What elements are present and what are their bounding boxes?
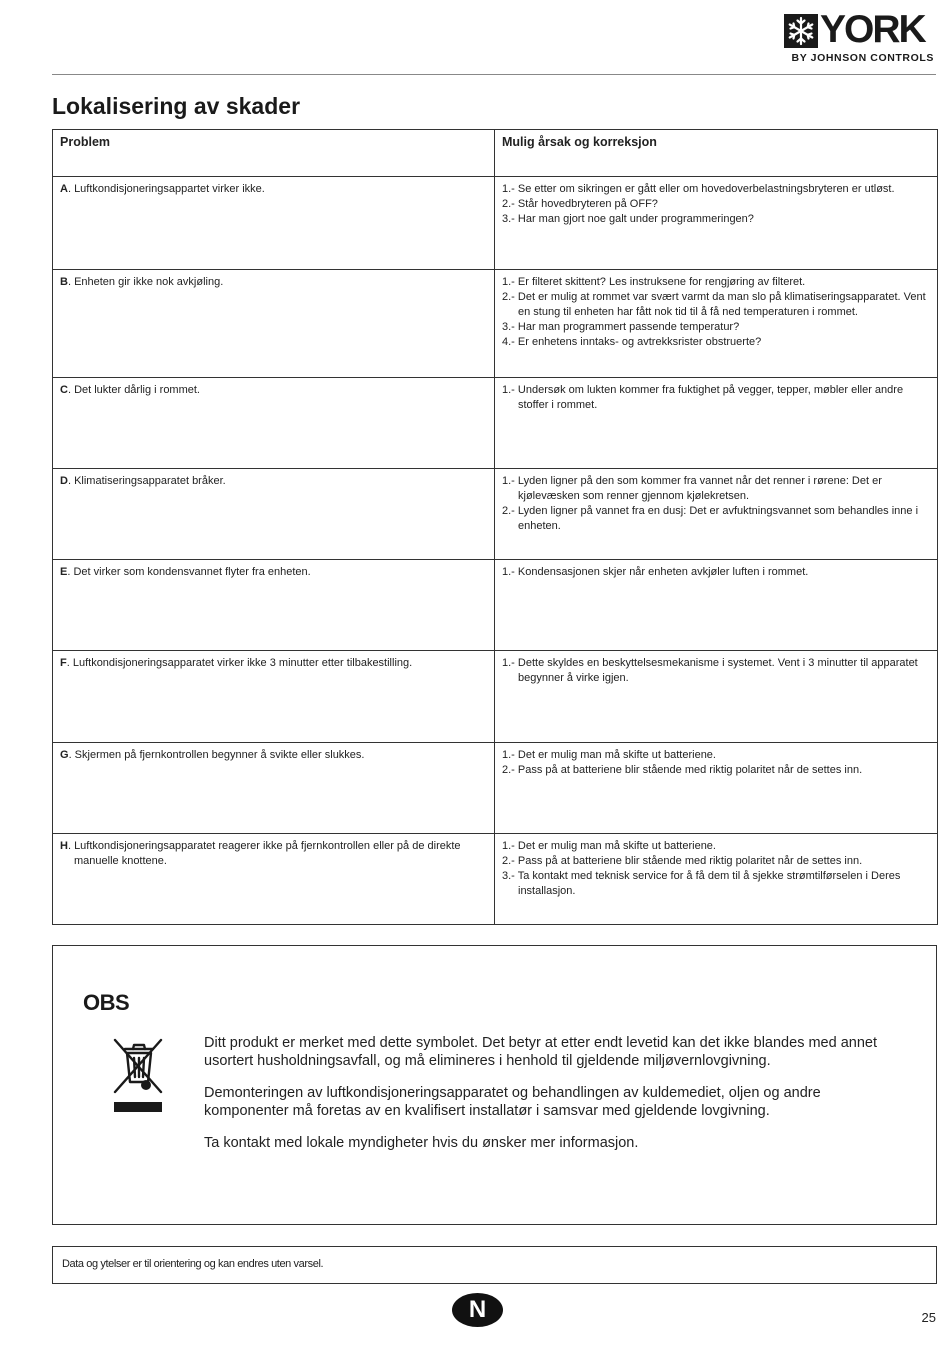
- page-number: 25: [921, 1310, 936, 1325]
- problem-description: . Luftkondisjoneringsappartet virker ikke.: [67, 183, 265, 195]
- problem-cell: [53, 651, 495, 743]
- cause-item: 1.- Se etter om sikringen er gått eller om hovedoverbelastningsbryteren er utløst.: [502, 183, 895, 195]
- problem-letter: G: [60, 749, 69, 761]
- cause-item: 3.- Har man programmert passende temperatur?: [502, 321, 740, 333]
- table-row: [53, 560, 938, 651]
- brand-tagline: BY JOHNSON CONTROLS: [791, 52, 934, 64]
- cause-cell: [495, 560, 938, 651]
- table-row: [53, 177, 938, 270]
- column-header-cause: Mulig årsak og korreksjon: [495, 130, 938, 177]
- obs-title: OBS: [83, 990, 130, 1015]
- language-badge: N: [452, 1293, 503, 1327]
- cause-cell: [495, 177, 938, 270]
- cause-item: 2.- Står hovedbryteren på OFF?: [502, 198, 658, 210]
- cause-cell: [495, 743, 938, 834]
- problem-text: [60, 839, 487, 869]
- brand-name: YORK: [820, 8, 925, 51]
- problem-description: . Enheten gir ikke nok avkjøling.: [67, 276, 224, 288]
- table-row: [53, 651, 938, 743]
- column-header-problem: Problem: [53, 130, 495, 177]
- disclaimer-text: Data og ytelser er til orientering og kan endres uten varsel.: [62, 1258, 324, 1270]
- problem-letter: C: [60, 384, 68, 396]
- cause-item: 4.- Er enhetens inntaks- og avtrekksrister obstruerte?: [502, 336, 762, 348]
- disclaimer-box: [52, 1246, 937, 1284]
- obs-paragraph: Demonteringen av luftkondisjoneringsapparatet og behandlingen av kuldemediet, oljen og andre komponenter må foretas av en kvalifisert installatør i samsvar med gjeldende lovgivning.: [204, 1085, 821, 1119]
- problem-description: . Det virker som kondensvannet flyter fra enheten.: [67, 566, 311, 578]
- header-divider: [52, 74, 936, 75]
- table-row: [53, 743, 938, 834]
- cause-item: 1.- Det er mulig man må skifte ut batteriene.: [502, 840, 716, 852]
- problem-text: [60, 656, 487, 671]
- cause-item: 1.- Kondensasjonen skjer når enheten avkjøler luften i rommet.: [502, 566, 809, 578]
- problem-letter: D: [60, 475, 68, 487]
- problem-cell: [53, 469, 495, 560]
- problem-cell: [53, 560, 495, 651]
- problem-cell: [53, 270, 495, 378]
- problem-text: [60, 275, 487, 290]
- problem-description: . Skjermen på fjernkontrollen begynner å svikte eller slukkes.: [68, 749, 365, 761]
- problem-text: [60, 748, 487, 763]
- table-body: [53, 177, 938, 925]
- obs-paragraph: Ditt produkt er merket med dette symbolet. Det betyr at etter endt levetid kan det ikke blandes med annet usortert husholdningsavfall, og må elimineres i henhold til gjeldende miljøvernlovgivning.: [204, 1035, 877, 1069]
- cause-item: 2.- Det er mulig at rommet var svært varmt da man slo på klimatiseringsapparatet. Vent en stung til enheten har fått nok tid til å få ned temperaturen i rommet.: [502, 291, 926, 318]
- cause-item: 1.- Er filteret skittent? Les instruksene for rengjøring av filteret.: [502, 276, 806, 288]
- obs-paragraph: Ta kontakt med lokale myndigheter hvis du ønsker mer informasjon.: [204, 1135, 639, 1151]
- cause-item: 1.- Det er mulig man må skifte ut batteriene.: [502, 749, 716, 761]
- cause-cell: [495, 378, 938, 469]
- problem-description: . Luftkondisjoneringsapparatet virker ikke 3 minutter etter tilbakestilling.: [66, 657, 413, 669]
- table-row: [53, 834, 938, 925]
- table-row: [53, 270, 938, 378]
- problem-description: . Det lukter dårlig i rommet.: [67, 384, 200, 396]
- cause-item: 3.- Ta kontakt med teknisk service for å få dem til å sjekke strømtilførselen i Deres installasjon.: [502, 870, 901, 897]
- troubleshooting-table: [52, 129, 938, 925]
- cause-item: 3.- Har man gjort noe galt under programmeringen?: [502, 213, 754, 225]
- problem-cell: [53, 834, 495, 925]
- table-row: [53, 469, 938, 560]
- cause-item: 1.- Undersøk om lukten kommer fra fuktighet på vegger, tepper, møbler eller andre stoffer i rommet.: [502, 384, 904, 411]
- problem-cell: [53, 378, 495, 469]
- cause-item: 2.- Lyden ligner på vannet fra en dusj: Det er avfuktningsvannet som behandles inne i enheten.: [502, 505, 919, 532]
- problem-description: . Klimatiseringsapparatet bråker.: [67, 475, 226, 487]
- snowflake-icon: [784, 14, 818, 48]
- problem-text: [60, 474, 487, 489]
- problem-letter: A: [60, 183, 68, 195]
- york-logo: [784, 8, 936, 66]
- cause-item: 1.- Lyden ligner på den som kommer fra vannet når det renner i rørene: Det er kjølevæsken som renner gjennom kjølekretsen.: [502, 475, 882, 502]
- cause-item: 2.- Pass på at batteriene blir stående med riktig polaritet når de settes inn.: [502, 764, 863, 776]
- problem-cell: [53, 743, 495, 834]
- problem-letter: E: [60, 566, 68, 578]
- problem-description: . Luftkondisjoneringsapparatet reagerer ikke på fjernkontrollen eller på de direkte manuelle knottene.: [67, 840, 461, 867]
- problem-letter: H: [60, 840, 68, 852]
- table-header-row: [53, 130, 938, 177]
- obs-notice-box: [52, 945, 937, 1225]
- problem-cell: [53, 177, 495, 270]
- problem-text: [60, 383, 487, 398]
- cause-cell: [495, 469, 938, 560]
- crossed-out-wheelie-bin-icon: [111, 1036, 165, 1122]
- page-title: Lokalisering av skader: [52, 93, 301, 119]
- problem-letter: F: [60, 657, 67, 669]
- problem-letter: B: [60, 276, 68, 288]
- cause-cell: [495, 651, 938, 743]
- table-row: [53, 378, 938, 469]
- problem-text: [60, 182, 487, 197]
- cause-item: 1.- Dette skyldes en beskyttelsesmekanisme i systemet. Vent i 3 minutter til apparatet begynner å virke igjen.: [502, 657, 918, 684]
- cause-item: 2.- Pass på at batteriene blir stående med riktig polaritet når de settes inn.: [502, 855, 863, 867]
- cause-cell: [495, 270, 938, 378]
- obs-text: [204, 1034, 894, 1166]
- problem-text: [60, 565, 487, 580]
- cause-cell: [495, 834, 938, 925]
